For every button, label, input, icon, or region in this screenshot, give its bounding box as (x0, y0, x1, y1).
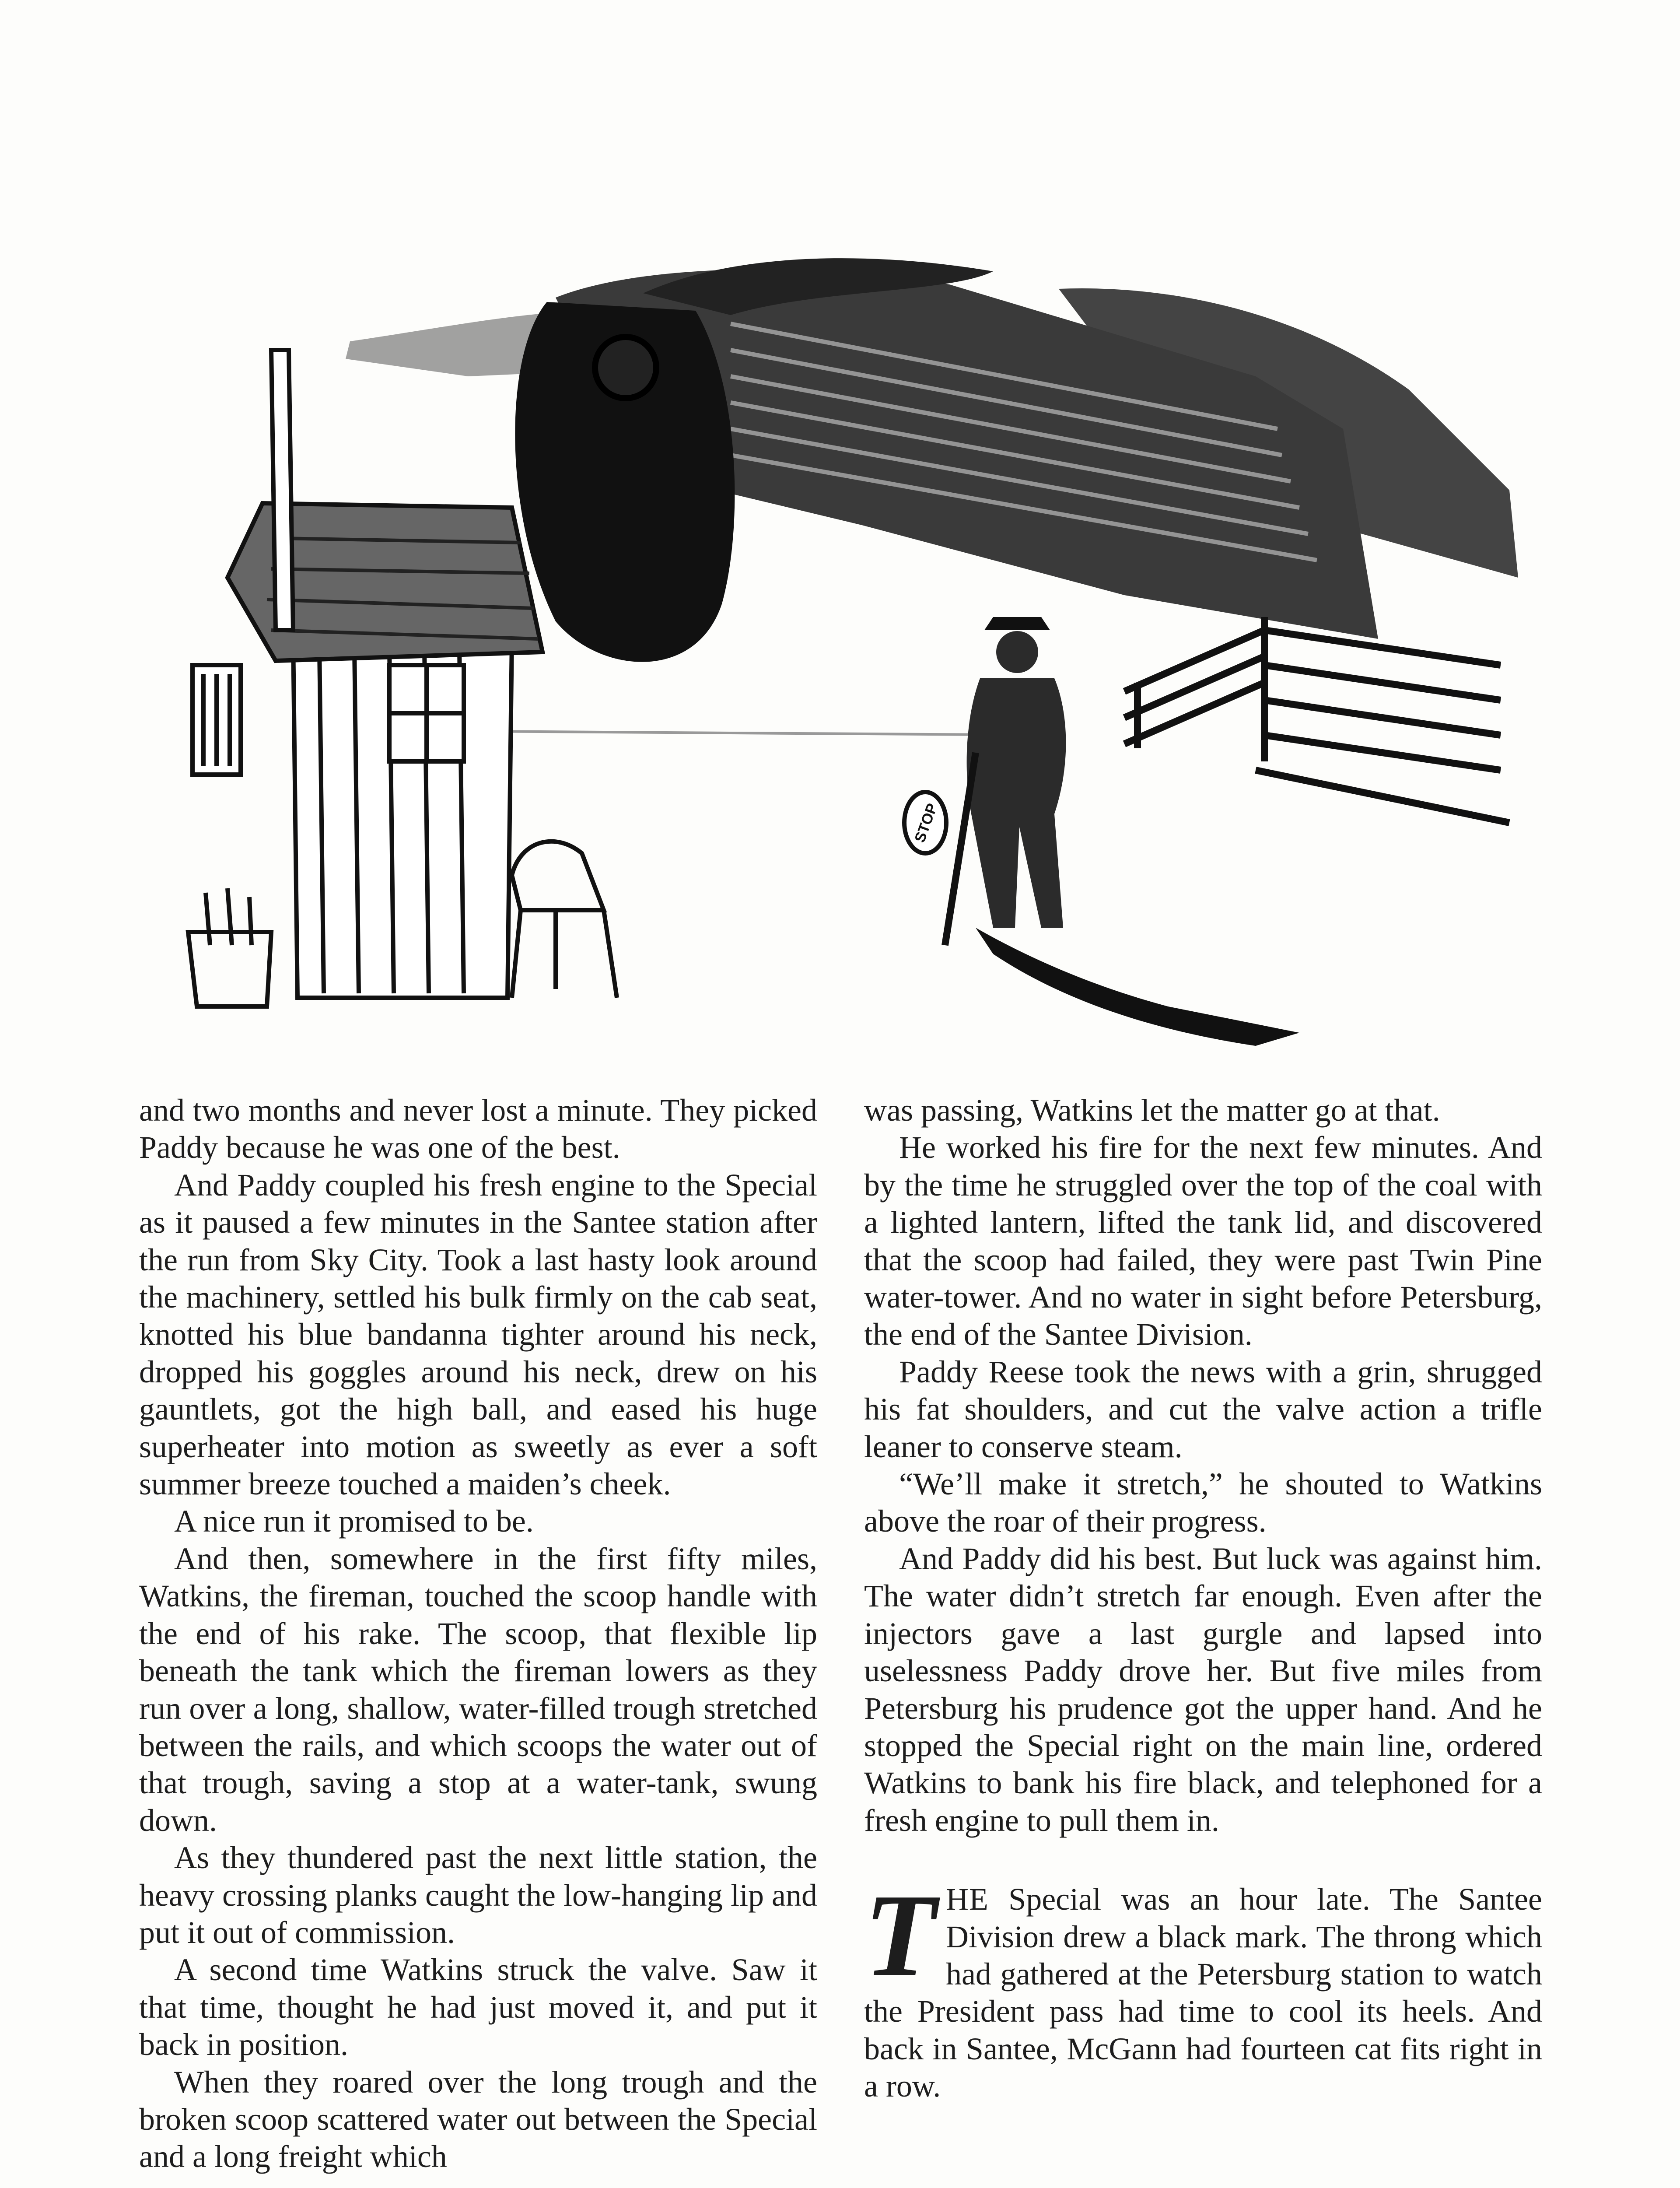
paragraph: As they thundered past the next little station, the heavy crossing planks caught the low-hanging lip and put it out of commission. (139, 1840, 817, 1950)
paragraph: And then, somewhere in the first fifty miles, Watkins, the fireman, touched the scoop handle with the end of his rake. The scoop, that flexible lip beneath the tank which the fireman lowers as they run over a long, shallow, water-filled trough stretched between the rails, and which scoops the water out of that trough, saving a stop at a water-tank, swung down. (139, 1541, 817, 1838)
fence (1124, 617, 1509, 823)
headlight (595, 337, 656, 398)
paragraph: was passing, Watkins let the matter go at that. (864, 1093, 1440, 1128)
paragraph: And Paddy did his best. But luck was against him. The water didn’t stretch far enough. Even after the injectors gave a last gurgle and lapsed into uselessness Paddy drove her. But five miles from Petersburg his prudence got the upper hand. And he stopped the Special right on the main line, ordered Watkins to bank his fire black, and telephoned for a fresh engine to pull them in. (864, 1541, 1542, 1838)
train-illustration (162, 245, 1518, 1050)
paragraph: and two months and never lost a minute. They picked Paddy because he was one of the best. (139, 1093, 817, 1165)
section-text: Special was an hour late. The Santee Division drew a black mark. The throng which had gathered at the Petersburg station to watch the President pass had time to cool its heels. And back in Santee, McGann had fourteen cat fits right in a row. (864, 1882, 1542, 2104)
stop-sign-text: STOP (911, 801, 941, 845)
paragraph: A second time Watkins struck the valve. Saw it that time, thought he had just moved it, and put it back in position. (139, 1952, 817, 2062)
small-caps-lead: HE (945, 1882, 989, 1917)
section-start-paragraph (864, 1870, 1542, 2105)
switchman-figure (904, 617, 1066, 945)
drop-cap: T (864, 1870, 936, 2001)
paragraph: He worked his fire for the next few minutes. And by the time he struggled over the top of the coal with a lighted lantern, lifted the tank lid, and discovered that the scoop had failed, they were past Twin Pine water-tower. And no water in sight before Petersburg, the end of the Santee Division. (864, 1130, 1542, 1352)
paragraph: A nice run it promised to be. (174, 1504, 534, 1539)
paragraph: Paddy Reese took the news with a grin, shrugged his fat shoulders, and cut the valve action a trifle leaner to conserve steam. (864, 1354, 1542, 1464)
man-shadow (976, 928, 1299, 1046)
paragraph: When they roared over the long trough and the broken scoop scattered water out between the Special and a long freight which (139, 2064, 817, 2174)
barrel (188, 888, 271, 1006)
text-column-left (139, 1092, 817, 2176)
chair (512, 842, 617, 998)
text-column-right (864, 1092, 1542, 2105)
shed (192, 350, 542, 998)
paragraph: “We’ll make it stretch,” he shouted to Watkins above the roar of their progress. (864, 1466, 1542, 1539)
paragraph: And Paddy coupled his fresh engine to the Special as it paused a few minutes in the Santee station after the run from Sky City. Took a last hasty look around the machinery, settled his bulk firmly on the cab seat, knotted his blue bandanna tighter around his neck, dropped his goggles around his neck, drew on his gauntlets, got the high ball, and eased his huge superheater into motion as sweetly as ever a soft summer breeze touched a maiden’s cheek. (139, 1167, 817, 1502)
